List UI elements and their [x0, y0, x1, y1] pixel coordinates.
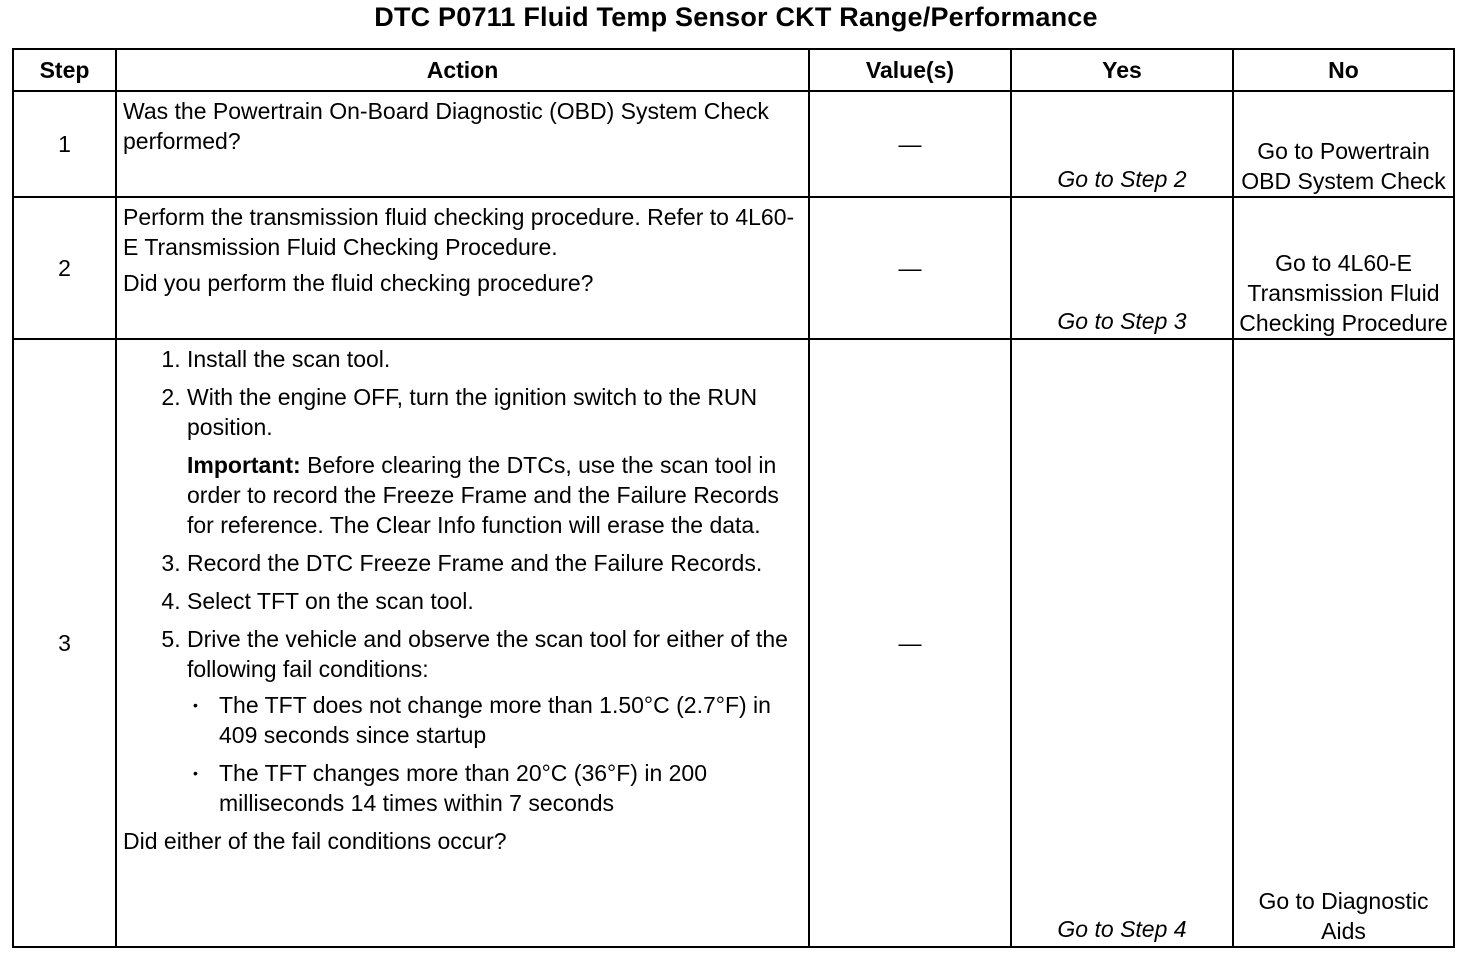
action-question: Did you perform the fluid checking procedure?	[123, 270, 594, 296]
action-text: Was the Powertrain On-Board Diagnostic (OBD) System Check performed?	[123, 98, 769, 154]
procedure-item: 3. Record the DTC Freeze Frame and the Failure Records.	[187, 548, 802, 578]
important-label: Important:	[187, 452, 301, 478]
yes-cell: Go to Step 3	[1011, 197, 1233, 339]
procedure-list-continued	[123, 548, 802, 818]
procedure-item: 1. Install the scan tool.	[187, 344, 802, 374]
important-note	[187, 450, 802, 540]
no-cell: Go to 4L60-E Transmission Fluid Checking Procedure	[1233, 197, 1454, 339]
action-cell	[116, 91, 809, 197]
header-value: Value(s)	[809, 49, 1011, 91]
step-number: 2	[13, 197, 116, 339]
page-title: DTC P0711 Fluid Temp Sensor CKT Range/Performance	[374, 2, 1098, 32]
fail-conditions-list	[187, 690, 802, 818]
table-row	[13, 197, 1454, 339]
procedure-item: 2. With the engine OFF, turn the ignition switch to the RUN position.	[187, 382, 802, 442]
diagnostic-table	[12, 48, 1455, 948]
step-number: 1	[13, 91, 116, 197]
procedure-item	[187, 624, 802, 818]
header-no: No	[1233, 49, 1454, 91]
important-text: Before clearing the DTCs, use the scan tool in order to record the Freeze Frame and the Failure Records for reference. The Clear Info function will erase the data.	[187, 452, 779, 538]
action-cell	[116, 197, 809, 339]
no-cell: Go to Powertrain OBD System Check	[1233, 91, 1454, 197]
yes-cell: Go to Step 4	[1011, 339, 1233, 947]
fail-condition: • The TFT does not change more than 1.50°C (2.7°F) in 409 seconds since startup	[219, 690, 802, 750]
header-row	[13, 49, 1454, 91]
header-action: Action	[116, 49, 809, 91]
value-cell: —	[809, 197, 1011, 339]
no-cell: Go to Diagnostic Aids	[1233, 339, 1454, 947]
procedure-list	[123, 344, 802, 442]
fail-condition: • The TFT changes more than 20°C (36°F) in 200 milliseconds 14 times within 7 seconds	[219, 758, 802, 818]
table-row	[13, 339, 1454, 947]
value-cell: —	[809, 339, 1011, 947]
procedure-item-text: Drive the vehicle and observe the scan tool for either of the following fail conditions:	[187, 626, 788, 682]
step-number: 3	[13, 339, 116, 947]
action-text: Perform the transmission fluid checking procedure. Refer to 4L60-E Transmission Fluid Checking Procedure.	[123, 204, 795, 260]
table-row	[13, 91, 1454, 197]
action-question: Did either of the fail conditions occur?	[123, 828, 507, 854]
yes-cell: Go to Step 2	[1011, 91, 1233, 197]
header-yes: Yes	[1011, 49, 1233, 91]
header-step: Step	[13, 49, 116, 91]
value-cell: —	[809, 91, 1011, 197]
action-cell	[116, 339, 809, 947]
procedure-item: 4. Select TFT on the scan tool.	[187, 586, 802, 616]
